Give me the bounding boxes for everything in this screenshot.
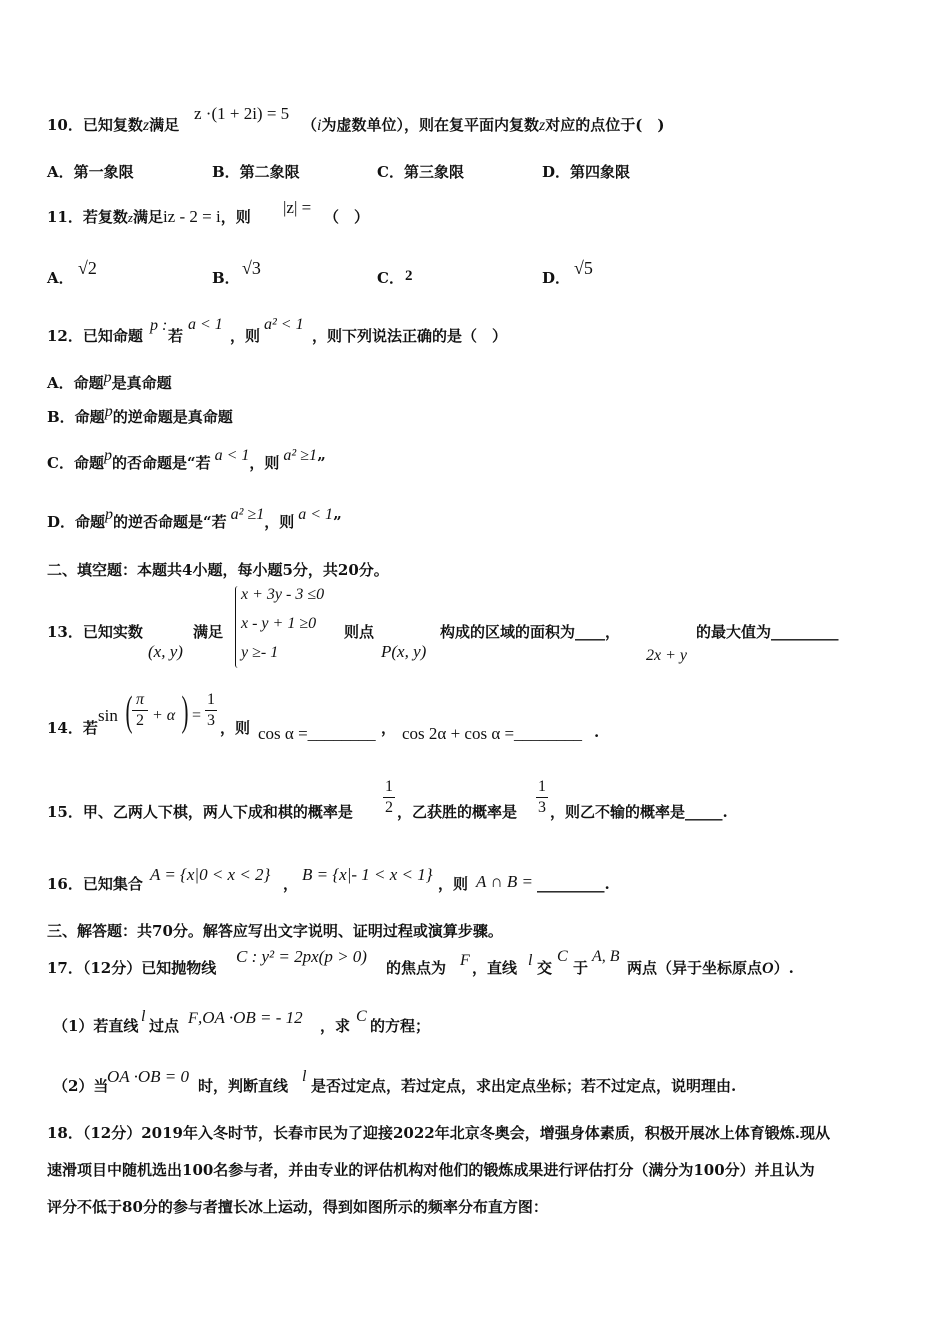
- q11-label-c: C．: [377, 269, 404, 287]
- q10-text: 对应的点位于( ): [545, 116, 665, 134]
- q12-text: 是真命题: [111, 374, 172, 392]
- q16-stem-a: 16．已知集合: [47, 875, 143, 893]
- q16-stem-b: ，则: [438, 875, 469, 893]
- q10-option-b: B．第二象限: [212, 163, 300, 181]
- q14-two: 2: [136, 712, 144, 729]
- q12-stem-a: 12．已知命题: [47, 327, 143, 345]
- q17-text: 两点（异于坐标原点: [627, 959, 763, 977]
- q12-text: C．命题: [47, 454, 104, 472]
- q17-part1-a: （1）若直线: [53, 1017, 139, 1035]
- q18-line-2: 速滑项目中随机选出100名参与者，并由专业的评估机构对他们的锻炼成果进行评估打分（满分为100分）并且认为: [47, 1161, 815, 1179]
- q15-fraction-1-3: [536, 778, 548, 817]
- q17-part1-curve-c: C: [356, 1008, 367, 1025]
- q14-right-paren: ): [181, 689, 189, 735]
- q13-stem-e: 的最大值为_________: [696, 623, 839, 641]
- q14-pi: π: [135, 691, 144, 708]
- q10-var-z: z: [142, 117, 150, 134]
- q13-system-brace: [235, 586, 240, 668]
- q12-option-c: [47, 447, 326, 474]
- q17-curve-c: C: [557, 948, 568, 965]
- q14-sin: sin: [98, 706, 118, 725]
- q14-stem-a: 14．若: [47, 719, 98, 737]
- q11-value-c: 2: [405, 268, 413, 284]
- q12-stem-c: ，则: [230, 327, 261, 345]
- q11-paren: （ ）: [324, 208, 370, 226]
- q15-numerator: 1: [385, 778, 393, 795]
- q10-text: （: [302, 116, 318, 134]
- q10-stem: [47, 115, 179, 136]
- q14-fraction-pi-2: [132, 691, 148, 730]
- section-2-heading: 二、填空题：本题共4小题，每小题5分，共20分。: [47, 561, 389, 579]
- q17-part1-d: 的方程；: [370, 1017, 431, 1035]
- q15-denominator: 2: [385, 799, 393, 816]
- q10-text: 为虚数单位），则在复平面内复数: [321, 116, 539, 134]
- q12-option-a: [47, 369, 172, 394]
- q14-fraction-bar-2: [205, 710, 217, 711]
- q17-part1-condition: ,OA ·OB = - 12: [198, 1008, 303, 1027]
- q12-text: ，则: [264, 513, 295, 531]
- q18-line-3: 评分不低于80分的参与者擅长冰上运动，得到如图所示的频率分布直方图：: [47, 1198, 548, 1216]
- q12-cond-2: a² < 1: [264, 316, 304, 333]
- q15-stem-c: ，则乙不输的概率是_____.: [550, 803, 728, 821]
- q11-var-z: z: [127, 210, 133, 225]
- q12-text: ”: [333, 513, 342, 531]
- q12-math: a² ≥1: [283, 447, 317, 464]
- q17-part1-f: F: [188, 1010, 198, 1027]
- q17-text: ）.: [773, 959, 794, 977]
- q12-text: 的逆否命题是“若: [113, 513, 227, 531]
- q14-three: 3: [207, 712, 215, 729]
- q11-label-d: D．: [542, 269, 571, 287]
- q16-comma: ，: [283, 875, 299, 893]
- q13-stem-a: 13．已知实数: [47, 623, 143, 641]
- q11-text: ，则: [220, 208, 251, 226]
- q14-stem-b: ，则: [220, 719, 251, 737]
- q13-expr: 2x + y: [646, 647, 687, 664]
- q12-stem-b: 若: [168, 327, 184, 345]
- q12-option-d: [47, 506, 342, 533]
- q15-stem-b: ，乙获胜的概率是: [397, 803, 518, 821]
- q10-var-z2: z: [538, 117, 546, 134]
- q17-part2-l: l: [302, 1068, 307, 1085]
- q12-text: ，则: [249, 454, 280, 472]
- q14-fraction-bar: [132, 710, 148, 711]
- q17-stem-a: 17．（12分）已知抛物线: [47, 959, 217, 977]
- q15-denominator-2: 3: [538, 799, 546, 816]
- q11-text: 11．若复数: [47, 208, 128, 226]
- q12-text: 的否命题是“若: [111, 454, 211, 472]
- section-3-heading: 三、解答题：共70分。解答应写出文字说明、证明过程或演算步骤。: [47, 922, 503, 940]
- q17-stem-b: 的焦点为: [386, 959, 447, 977]
- q10-text: 满足: [149, 116, 180, 134]
- q12-cond-1: a < 1: [188, 316, 223, 333]
- q12-text: A．命题: [47, 374, 104, 392]
- q13-point: P(x, y): [381, 642, 427, 661]
- q17-part2-c: 是否过定点，若过定点，求出定点坐标；若不过定点，说明理由.: [311, 1077, 737, 1095]
- q15-fraction-1-2: [383, 778, 395, 817]
- q11-text: 满足: [132, 208, 163, 226]
- q13-pair: (x, y): [148, 642, 183, 661]
- q14-one: 1: [207, 691, 215, 708]
- q15-numerator-2: 1: [538, 778, 546, 795]
- q12-p-def: p :: [150, 317, 168, 334]
- q11-label-a: A．: [47, 269, 74, 287]
- q14-left-paren: (: [125, 689, 133, 735]
- q15-fraction-bar: [383, 797, 395, 798]
- q12-option-b: [47, 403, 233, 428]
- q11-value-a: √2: [78, 258, 97, 278]
- q13-stem-c: 则点: [344, 623, 375, 641]
- q17-stem-f: [627, 958, 794, 979]
- q13-ineq-2: x - y + 1 ≥0: [241, 615, 317, 632]
- q16-set-b: B = {x|- 1 < x < 1}: [302, 865, 433, 884]
- q17-focus-f: F: [460, 952, 470, 969]
- q10-formula: z ·(1 + 2i) = 5: [194, 104, 290, 123]
- q11-stem: [47, 207, 251, 228]
- q18-line-1: 18．（12分）2019年入冬时节，长春市民为了迎接2022年北京冬奥会，增强身体素质，积极开展冰上体育锻炼.现从: [47, 1124, 830, 1142]
- q17-parabola: C : y² = 2px(p > 0): [236, 947, 367, 966]
- q10-option-c: C．第三象限: [377, 163, 464, 181]
- q11-value-d: √5: [574, 258, 593, 278]
- q17-stem-d: 交: [537, 959, 553, 977]
- q11-label-b: B．: [212, 269, 240, 287]
- q14-cos2-blank: cos 2α + cos α =________: [402, 724, 583, 743]
- q17-line-l: l: [528, 952, 533, 969]
- q17-part1-l: l: [141, 1008, 146, 1025]
- q17-part2-b: 时，判断直线: [198, 1077, 289, 1095]
- q13-ineq-3: y ≥- 1: [241, 644, 279, 661]
- q12-math: a² ≥1: [230, 506, 265, 523]
- q11-condition: iz - 2 = i: [162, 207, 221, 226]
- q12-var-p: p: [104, 403, 113, 420]
- q17-part1-b: 过点: [149, 1017, 180, 1035]
- q14-equals: =: [192, 707, 202, 724]
- q12-var-p: p: [103, 447, 112, 464]
- q11-value-b: √3: [242, 258, 261, 278]
- q13-stem-d: 构成的区域的面积为____，: [440, 623, 621, 641]
- q13-ineq-1: x + 3y - 3 ≤0: [241, 586, 325, 603]
- q17-part2-a: （2）当: [53, 1077, 109, 1095]
- q12-math: a < 1: [214, 447, 250, 464]
- q12-var-p: p: [105, 506, 114, 523]
- q13-stem-b: 满足: [193, 623, 224, 641]
- q15-stem-a: 15．甲、乙两人下棋，两人下成和棋的概率是: [47, 803, 353, 821]
- q12-var-p: p: [103, 369, 112, 386]
- q14-comma: ，: [381, 719, 397, 737]
- q14-plus-alpha: + α: [152, 707, 176, 724]
- q12-text: D．命题: [47, 513, 106, 531]
- q12-text: 的逆命题是真命题: [112, 408, 233, 426]
- q12-text: ”: [316, 454, 326, 472]
- q16-set-a: A = {x|0 < x < 2}: [150, 865, 271, 884]
- q15-fraction-bar-2: [536, 797, 548, 798]
- q12-stem-d: ，则下列说法正确的是（ ）: [312, 327, 508, 345]
- q14-period: .: [594, 723, 600, 741]
- q10-option-a: A．第一象限: [47, 163, 134, 181]
- q14-cos-blank: cos α =________: [258, 724, 376, 743]
- q10-text: 10．已知复数: [47, 116, 143, 134]
- q10-option-d: D．第四象限: [542, 163, 631, 181]
- q16-stem-c: _________.: [537, 875, 610, 893]
- q17-part1-c: ，求: [320, 1017, 351, 1035]
- q10-var-i: i: [317, 117, 322, 134]
- q11-abs-z: |z| =: [283, 198, 312, 217]
- q17-points-ab: A, B: [592, 948, 620, 965]
- q14-fraction-1-3: [205, 691, 217, 730]
- q10-stem-2: [302, 115, 664, 136]
- q17-stem-c: ，直线: [472, 959, 518, 977]
- q17-stem-e: 于: [573, 959, 589, 977]
- q17-part2-condition: OA ·OB = 0: [107, 1067, 189, 1086]
- q12-math: a < 1: [298, 506, 334, 523]
- q12-text: B．命题: [47, 408, 105, 426]
- q16-intersection: A ∩ B =: [476, 872, 533, 891]
- q17-origin-o: O: [762, 960, 774, 977]
